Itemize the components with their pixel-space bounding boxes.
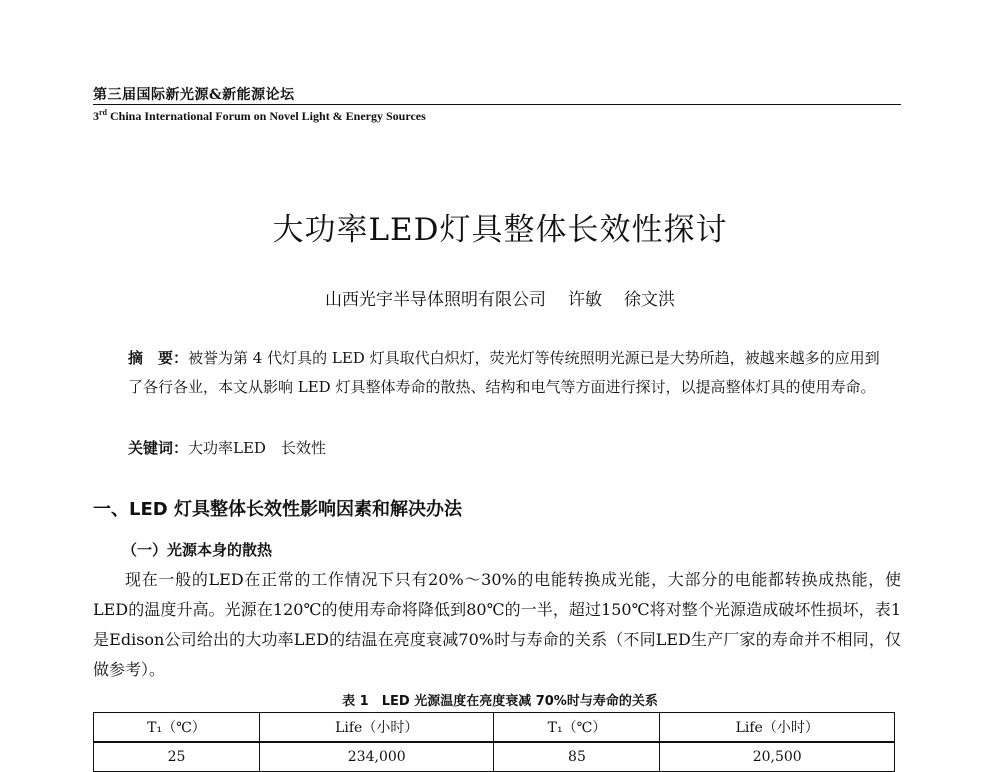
table-header-cell: Life（小时） [660, 713, 895, 743]
table-header-cell: Life（小时） [259, 713, 494, 743]
abstract-label: 摘 要： [128, 349, 189, 367]
keywords-text: 大功率LED 长效性 [188, 439, 326, 457]
table-header-row [94, 713, 895, 743]
table-cell: 20,500 [660, 742, 895, 772]
header-en-ordinal: 3 [93, 109, 99, 123]
header-rule [93, 104, 901, 105]
table-cell: 25 [94, 742, 260, 772]
table-header-cell: T₁（℃） [494, 713, 660, 743]
table-header-cell: T₁（℃） [94, 713, 260, 743]
section-heading: 一、LED 灯具整体长效性影响因素和解决办法 [93, 499, 462, 520]
affiliation: 山西光宇半导体照明有限公司 [325, 290, 546, 310]
keywords [128, 437, 326, 458]
author-1: 许敏 [568, 290, 602, 310]
subsection-heading: （一）光源本身的散热 [122, 541, 273, 559]
data-table [93, 712, 895, 772]
abstract [128, 344, 888, 402]
running-header-en [93, 108, 426, 124]
abstract-text: 被誉为第 4 代灯具的 LED 灯具取代白炽灯，荧光灯等传统照明光源已是大势所趋，被越来越多的应用到了各行各业，本文从影响 LED 灯具整体寿命的散热、结构和电气等方面进行探讨，以提高整体灯具的使用寿命。 [128, 349, 880, 396]
running-header-cn: 第三届国际新光源&新能源论坛 [93, 87, 295, 103]
paper-title: 大功率LED灯具整体长效性探讨 [272, 212, 728, 248]
author-line [0, 285, 1000, 310]
author-2: 徐文洪 [624, 290, 675, 310]
table-caption: 表 1 LED 光源温度在亮度衰减 70%时与寿命的关系 [342, 694, 658, 709]
header-en-suffix: rd [99, 108, 107, 117]
table-cell: 85 [494, 742, 660, 772]
keywords-label: 关键词： [128, 439, 189, 457]
table-cell: 234,000 [259, 742, 494, 772]
body-paragraph: 现在一般的LED在正常的工作情况下只有20%～30%的电能转换成光能，大部分的电能都转换成热能，使LED的温度升高。光源在120℃的使用寿命将降低到80℃的一半，超过150℃将对整个光源造成破坏性损坏，表1是Edison公司给出的大功率LED的结温在亮度衰减70%时与寿命的关系（不同LED生产厂家的寿命并不相同，仅做参考）。 [93, 570, 901, 679]
table-row [94, 742, 895, 772]
header-en-rest: China International Forum on Novel Light & Energy Sources [107, 109, 426, 123]
